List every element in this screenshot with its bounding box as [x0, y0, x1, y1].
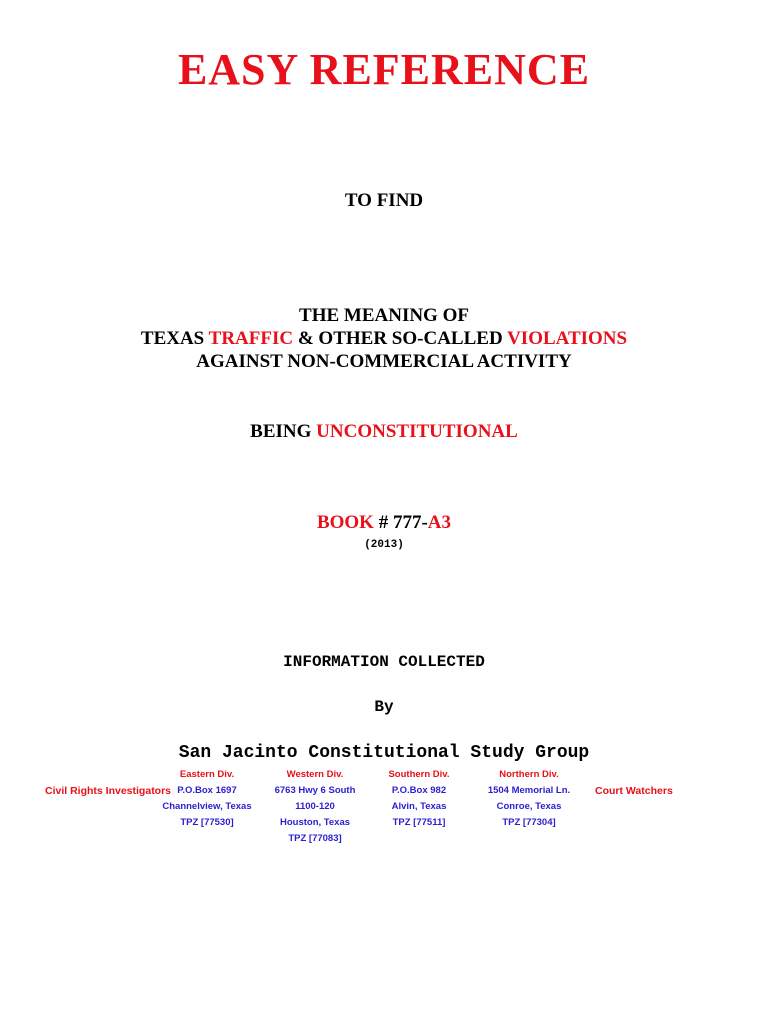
division-name: Eastern Div. [179, 769, 235, 780]
book-number [0, 512, 768, 534]
unconstitutional-text: UNCONSTITUTIONAL [316, 421, 518, 442]
division-address-line-3: TPZ [77530] [180, 817, 234, 828]
western-division [260, 767, 370, 847]
court-watchers-label: Court Watchers [595, 785, 673, 797]
division-address-line-4 [474, 831, 584, 847]
meaning-line-2 [0, 328, 768, 350]
division-address-line-2: Conroe, Texas [496, 801, 562, 812]
division-address-line-4 [364, 831, 474, 847]
division-address-line-1: 1504 Memorial Ln. [487, 785, 571, 796]
document-title: EASY REFERENCE [177, 45, 591, 94]
information-collected-heading: INFORMATION COLLECTED [283, 653, 485, 671]
southern-division [364, 767, 474, 847]
division-address-line-4: TPZ [77083] [288, 833, 342, 844]
book-label: BOOK [316, 512, 374, 533]
civil-rights-investigators-label: Civil Rights Investigators [45, 785, 172, 797]
book-code: A3 [427, 512, 452, 533]
being-line [0, 421, 768, 443]
division-address-line-2: Alvin, Texas [391, 801, 447, 812]
by-label: By [374, 698, 394, 716]
northern-division [474, 767, 584, 847]
division-address-line-1: 6763 Hwy 6 South [274, 785, 356, 796]
meaning-line-1: THE MEANING OF [299, 305, 469, 326]
eastern-division [152, 767, 262, 847]
division-address-line-1: P.O.Box 982 [391, 785, 447, 796]
division-address-line-3: Houston, Texas [279, 817, 351, 828]
texas-text: TEXAS [140, 328, 209, 349]
traffic-text: TRAFFIC [208, 328, 294, 349]
division-address-line-4 [152, 831, 262, 847]
division-name: Southern Div. [388, 769, 450, 780]
division-name: Western Div. [286, 769, 344, 780]
division-address-line-3: TPZ [77511] [392, 817, 446, 828]
violations-text: VIOLATIONS [507, 328, 628, 349]
division-address-line-1: P.O.Box 1697 [177, 785, 237, 796]
book-hash-number: # 777- [373, 512, 428, 533]
book-year: (2013) [364, 539, 404, 551]
division-name: Northern Div. [499, 769, 559, 780]
other-so-called-text: & OTHER SO-CALLED [293, 328, 508, 349]
meaning-line-3: AGAINST NON-COMMERCIAL ACTIVITY [196, 351, 572, 372]
group-name: San Jacinto Constitutional Study Group [178, 743, 590, 763]
division-address-line-2: 1100-120 [295, 801, 335, 812]
division-address-line-2: Channelview, Texas [162, 801, 252, 812]
being-text: BEING [250, 421, 317, 442]
to-find-heading: TO FIND [344, 190, 424, 211]
division-address-line-3: TPZ [77304] [502, 817, 556, 828]
